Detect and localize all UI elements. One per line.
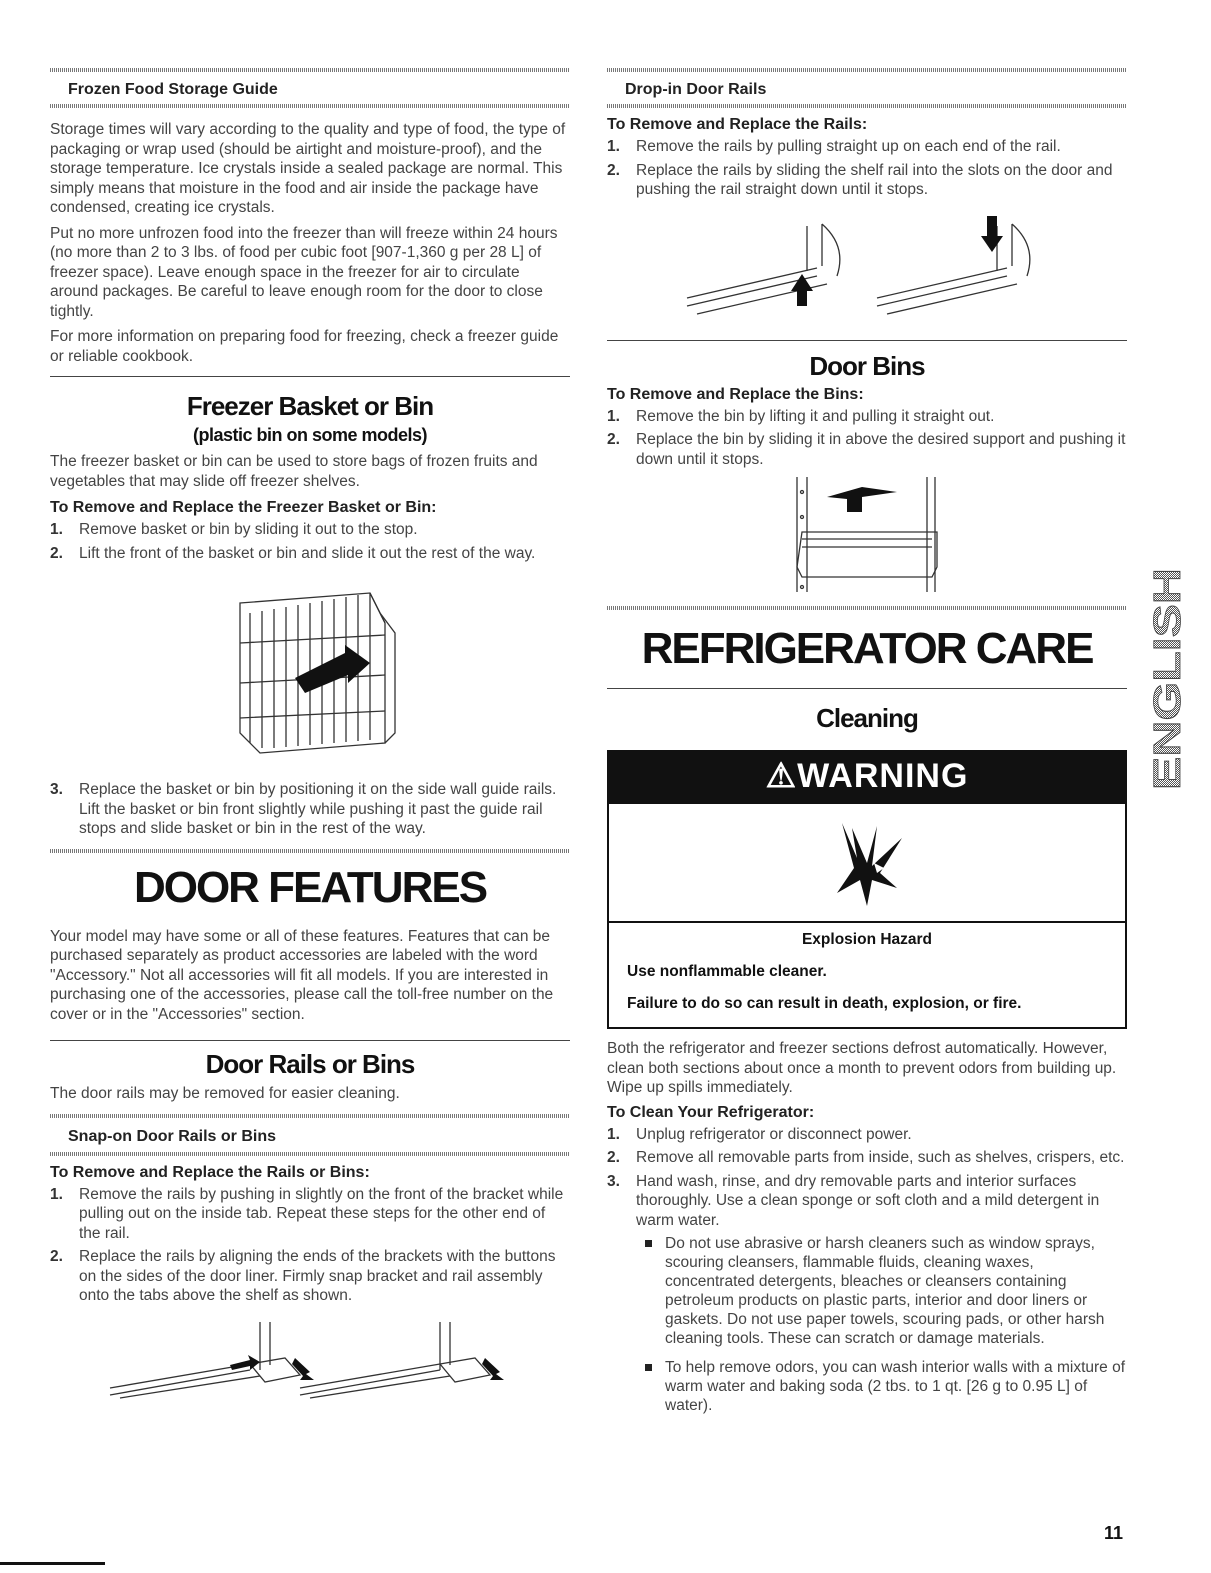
dotted-rule xyxy=(607,606,1127,610)
door-rails-intro: The door rails may be removed for easier cleaning. xyxy=(50,1085,400,1102)
cleaning-bullets xyxy=(607,1234,1127,1415)
warning-box xyxy=(607,750,1127,1029)
section-rule xyxy=(50,376,570,377)
warning-header: ⚠WARNING xyxy=(609,752,1125,802)
rails-steps xyxy=(50,1185,570,1306)
list-item: 3. Replace the basket or bin by positioning it on the side wall guide rails. Lift the basket or bin front slightly while pushing it past the guide rail stops and slide basket or bin in the rest of the way. xyxy=(50,781,557,837)
snap-on-rails-title: Snap-on Door Rails or Bins xyxy=(68,1127,277,1145)
list-item: To help remove odors, you can wash interior walls with a mixture of warm water and baking soda (2 tbs. to 1 qt. [26 g to 0.95 L] of water). xyxy=(607,1358,1127,1415)
dotted-rule xyxy=(50,104,570,108)
freezer-basket-title: Freezer Basket or Bin xyxy=(186,391,434,421)
dropin-title: Drop-in Door Rails xyxy=(625,81,767,98)
list-item: 2. Remove all removable parts from inside, such as shelves, crispers, etc. xyxy=(607,1149,1125,1166)
door-bins-procedure-title: To Remove and Replace the Bins: xyxy=(607,385,864,403)
warning-triangle-icon: ⚠ xyxy=(765,757,798,795)
left-column xyxy=(50,68,570,1400)
freezer-basket-subtitle: (plastic bin on some models) xyxy=(192,425,428,445)
list-item: 1. Remove the bin by lifting it and pulling it straight out. xyxy=(607,407,995,425)
dotted-rule xyxy=(50,1152,570,1156)
footer-bar xyxy=(0,1562,105,1565)
list-item: 2. Replace the rails by aligning the ends of the brackets with the buttons on the sides of the door liner. Firmly snap bracket and rail assembly onto the tabs above the shelf as shown. xyxy=(50,1248,556,1304)
door-bin-illustration xyxy=(787,477,947,592)
dropin-rails-illustration xyxy=(687,216,1047,326)
page-number: 11 xyxy=(1104,1523,1124,1543)
freezer-basket-steps xyxy=(50,520,570,563)
cleaning-intro: Both the refrigerator and freezer sections defrost automatically. However, clean both sections about once a month to prevent odors from building up. Wipe up spills immediately. xyxy=(607,1040,1117,1096)
list-item: 2. Replace the bin by sliding it in above the desired support and pushing it down until it stops. xyxy=(607,431,1126,468)
warning-line-1: Use nonflammable cleaner. xyxy=(627,963,827,980)
fridge-care-title: REFRIGERATOR CARE xyxy=(641,624,1093,673)
dropin-steps xyxy=(607,137,1127,200)
list-item: 2. Lift the front of the basket or bin and slide it out the rest of the way. xyxy=(50,544,536,562)
freezer-basket-step-3 xyxy=(50,780,570,839)
section-rule xyxy=(607,688,1127,689)
door-features-title: DOOR FEATURES xyxy=(133,862,487,912)
section-rule xyxy=(607,340,1127,341)
cleaning-procedure-title: To Clean Your Refrigerator: xyxy=(607,1103,815,1121)
warning-hazard: Explosion Hazard xyxy=(801,931,933,948)
snap-on-rails-illustration xyxy=(100,1320,520,1400)
freezer-basket-procedure-title: To Remove and Replace the Freezer Basket or Bin: xyxy=(50,499,437,516)
warning-body xyxy=(609,921,1125,1027)
freezer-basket-illustration xyxy=(220,583,400,758)
right-column xyxy=(607,68,1127,1425)
frozen-guide-paragraph-3: For more information on preparing food for freezing, check a freezer guide or reliable cookbook. xyxy=(50,328,559,365)
list-item: 1. Remove basket or bin by sliding it out to the stop. xyxy=(50,521,418,538)
door-features-intro: Your model may have some or all of these features. Features that can be purchased separately as product accessories are labeled with the word "Accessory." Not all accessories will fit all models. If you are interested in purchasing one of the accessories, please call the toll-free number on the cover or in the "Accessories" section. xyxy=(50,927,554,1023)
freezer-basket-intro: The freezer basket or bin can be used to store bags of frozen fruits and vegetables that may slide off freezer shelves. xyxy=(50,453,538,490)
dotted-rule xyxy=(607,104,1127,108)
bullet-square-icon xyxy=(645,1364,652,1371)
list-item: Do not use abrasive or harsh cleaners such as window sprays, scouring cleansers, flammable fluids, cleaning waxes, concentrated detergents, bleaches or cleansers containing petroleum products on plastic parts, interior and door liners or gaskets. Do not use paper towels, scouring pads, or other harsh cleaning tools. These can scratch or damage materials. xyxy=(607,1234,1127,1348)
warning-line-2: Failure to do so can result in death, explosion, or fire. xyxy=(627,995,1022,1012)
explosion-icon-area xyxy=(609,802,1125,921)
language-side-tab xyxy=(1147,565,1189,790)
list-item: 1. Remove the rails by pushing in slightly on the front of the bracket while pulling out on the inside tab. Repeat these steps for the other end of the rail. xyxy=(50,1185,564,1242)
list-item: 1. Remove the rails by pulling straight up on each end of the rail. xyxy=(607,138,1061,155)
frozen-guide-paragraph-1: Storage times will vary according to the quality and type of food, the type of packaging or wrap used (should be airtight and moisture-proof), and the storage temperature. Ice crystals inside a sealed package are normal. This simply means that moisture in the food and air inside the package have condensed, creating ice crystals. xyxy=(50,121,566,216)
bullet-square-icon xyxy=(645,1240,652,1247)
section-rule xyxy=(50,1040,570,1041)
list-item: 1. Unplug refrigerator or disconnect power. xyxy=(607,1125,912,1143)
door-rails-title: Door Rails or Bins xyxy=(205,1049,415,1079)
frozen-guide-title: Frozen Food Storage Guide xyxy=(68,81,278,98)
list-item: 2. Replace the rails by sliding the shelf rail into the slots on the door and pushing the rail straight down until it stops. xyxy=(607,161,1113,198)
dotted-rule xyxy=(50,849,570,853)
frozen-guide-paragraph-2: Put no more unfrozen food into the freezer than will freeze within 24 hours (no more than 2 to 3 lbs. of food per cubic foot [907-1,360 g per 28 L] of freezer space). Leave enough space in the freezer for air to circulate around packages. Be careful to leave enough room for the door to close tightly. xyxy=(50,224,558,320)
door-bins-steps xyxy=(607,407,1127,470)
list-item: 3. Hand wash, rinse, and dry removable parts and interior surfaces thoroughly. Use a clean sponge or soft cloth and a mild detergent in warm water. xyxy=(607,1172,1100,1229)
rails-procedure-title: To Remove and Replace the Rails or Bins: xyxy=(50,1163,370,1181)
cleaning-title: Cleaning xyxy=(816,703,918,733)
door-bins-title: Door Bins xyxy=(809,350,925,381)
language-tab-label: ENGLISH xyxy=(1147,621,1189,790)
explosion-icon xyxy=(822,818,912,908)
dropin-procedure-title: To Remove and Replace the Rails: xyxy=(607,116,868,133)
cleaning-steps xyxy=(607,1125,1127,1231)
